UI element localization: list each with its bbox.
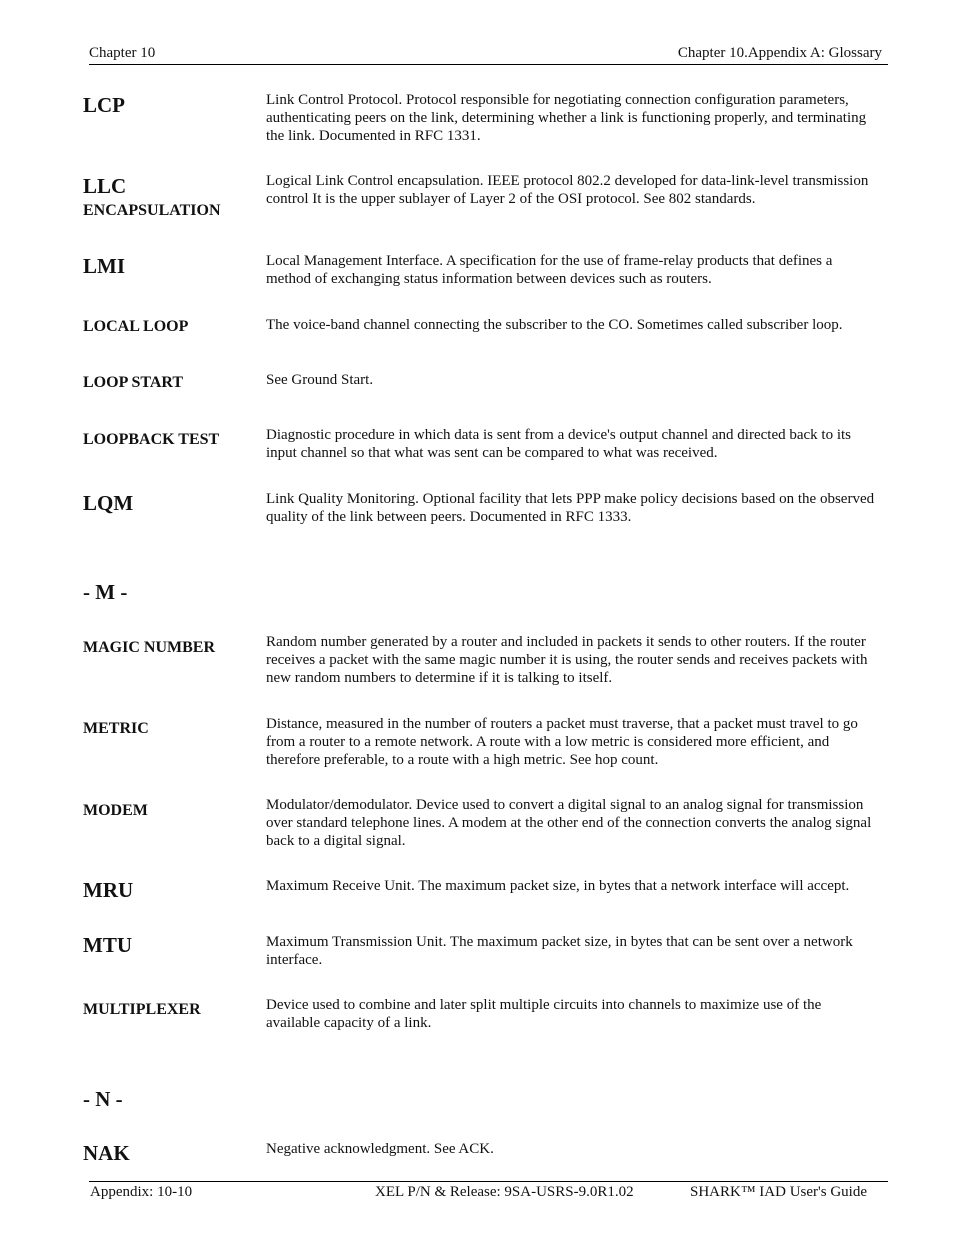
glossary-definition: Maximum Transmission Unit. The maximum packet size, in bytes that can be sent over a network interface. bbox=[266, 934, 853, 968]
glossary-definition: Local Management Interface. A specification for the use of frame-relay products that defines a method of exchanging status information between devices such as routers. bbox=[266, 253, 833, 287]
glossary-term: NAK bbox=[83, 1141, 130, 1165]
glossary-definition: Distance, measured in the number of routers a packet must traverse, that a packet must travel to go from a router to a remote network. A route with a low metric is considered more efficient, and therefore preferable, to a route with a high metric. See hop count. bbox=[266, 716, 858, 768]
glossary-term: LOOP START bbox=[83, 374, 184, 391]
glossary-definition: Random number generated by a router and included in packets it sends to other routers. If the router receives a packet with the same magic number it is using, the router sends and receives packets with new random numbers to determine if it is talking to itself. bbox=[266, 634, 868, 686]
glossary-term: LCP bbox=[83, 93, 125, 117]
glossary-term: MODEM bbox=[83, 802, 148, 819]
footer-page-number: Appendix: 10-10 bbox=[90, 1184, 193, 1200]
section-heading-m: - M - bbox=[83, 580, 128, 604]
glossary-definition: Maximum Receive Unit. The maximum packet size, in bytes that a network interface will accept. bbox=[266, 878, 850, 894]
glossary-definition: Device used to combine and later split multiple circuits into channels to maximize use of the available capacity of a link. bbox=[266, 997, 822, 1031]
glossary-definition: Link Quality Monitoring. Optional facility that lets PPP make policy decisions based on the observed quality of the link between peers. Documented in RFC 1333. bbox=[266, 491, 875, 525]
glossary-term: MAGIC NUMBER bbox=[83, 639, 215, 656]
glossary-term: METRIC bbox=[83, 720, 149, 737]
glossary-term: MTU bbox=[83, 933, 132, 957]
glossary-term: MULTIPLEXER bbox=[83, 1001, 201, 1018]
footer-guide-title: SHARK™ IAD User's Guide bbox=[690, 1184, 867, 1200]
footer-release: XEL P/N & Release: 9SA-USRS-9.0R1.02 bbox=[375, 1184, 634, 1200]
glossary-definition: Modulator/demodulator. Device used to convert a digital signal to an analog signal for transmission over standard telephone lines. A modem at the other end of the connection converts the analog signal back to a digital signal. bbox=[266, 797, 872, 849]
glossary-term-main: LLC bbox=[83, 174, 127, 198]
glossary-definition: The voice-band channel connecting the subscriber to the CO. Sometimes called subscriber loop. bbox=[266, 317, 843, 333]
glossary-definition: Negative acknowledgment. See ACK. bbox=[266, 1141, 494, 1157]
page-header bbox=[89, 44, 888, 65]
glossary-definition: Diagnostic procedure in which data is sent from a device's output channel and directed back to its input channel so that what was sent can be compared to what was received. bbox=[266, 427, 852, 461]
section-heading-n: - N - bbox=[83, 1087, 123, 1111]
page-footer bbox=[89, 1181, 888, 1204]
header-section-title: Chapter 10.Appendix A: Glossary bbox=[677, 45, 882, 61]
glossary-definition: See Ground Start. bbox=[266, 372, 374, 388]
glossary-definition: Link Control Protocol. Protocol responsible for negotiating connection configuration parameters, authenticating peers on the link, determining whether a link is functioning properly, and terminating the link. Documented in RFC 1331. bbox=[266, 92, 867, 144]
glossary-term bbox=[83, 175, 258, 220]
glossary-term-sub: ENCAPSULATION bbox=[83, 202, 221, 220]
glossary-definition: Logical Link Control encapsulation. IEEE protocol 802.2 developed for data-link-level transmission control It is the upper sublayer of Layer 2 of the OSI protocol. See 802 standards. bbox=[266, 173, 869, 207]
glossary-term: MRU bbox=[83, 878, 134, 902]
glossary-term: LOOPBACK TEST bbox=[83, 431, 220, 448]
glossary-term: LQM bbox=[83, 491, 134, 515]
glossary-term: LMI bbox=[83, 254, 125, 278]
header-chapter: Chapter 10 bbox=[89, 45, 156, 61]
glossary-term: LOCAL LOOP bbox=[83, 318, 189, 335]
